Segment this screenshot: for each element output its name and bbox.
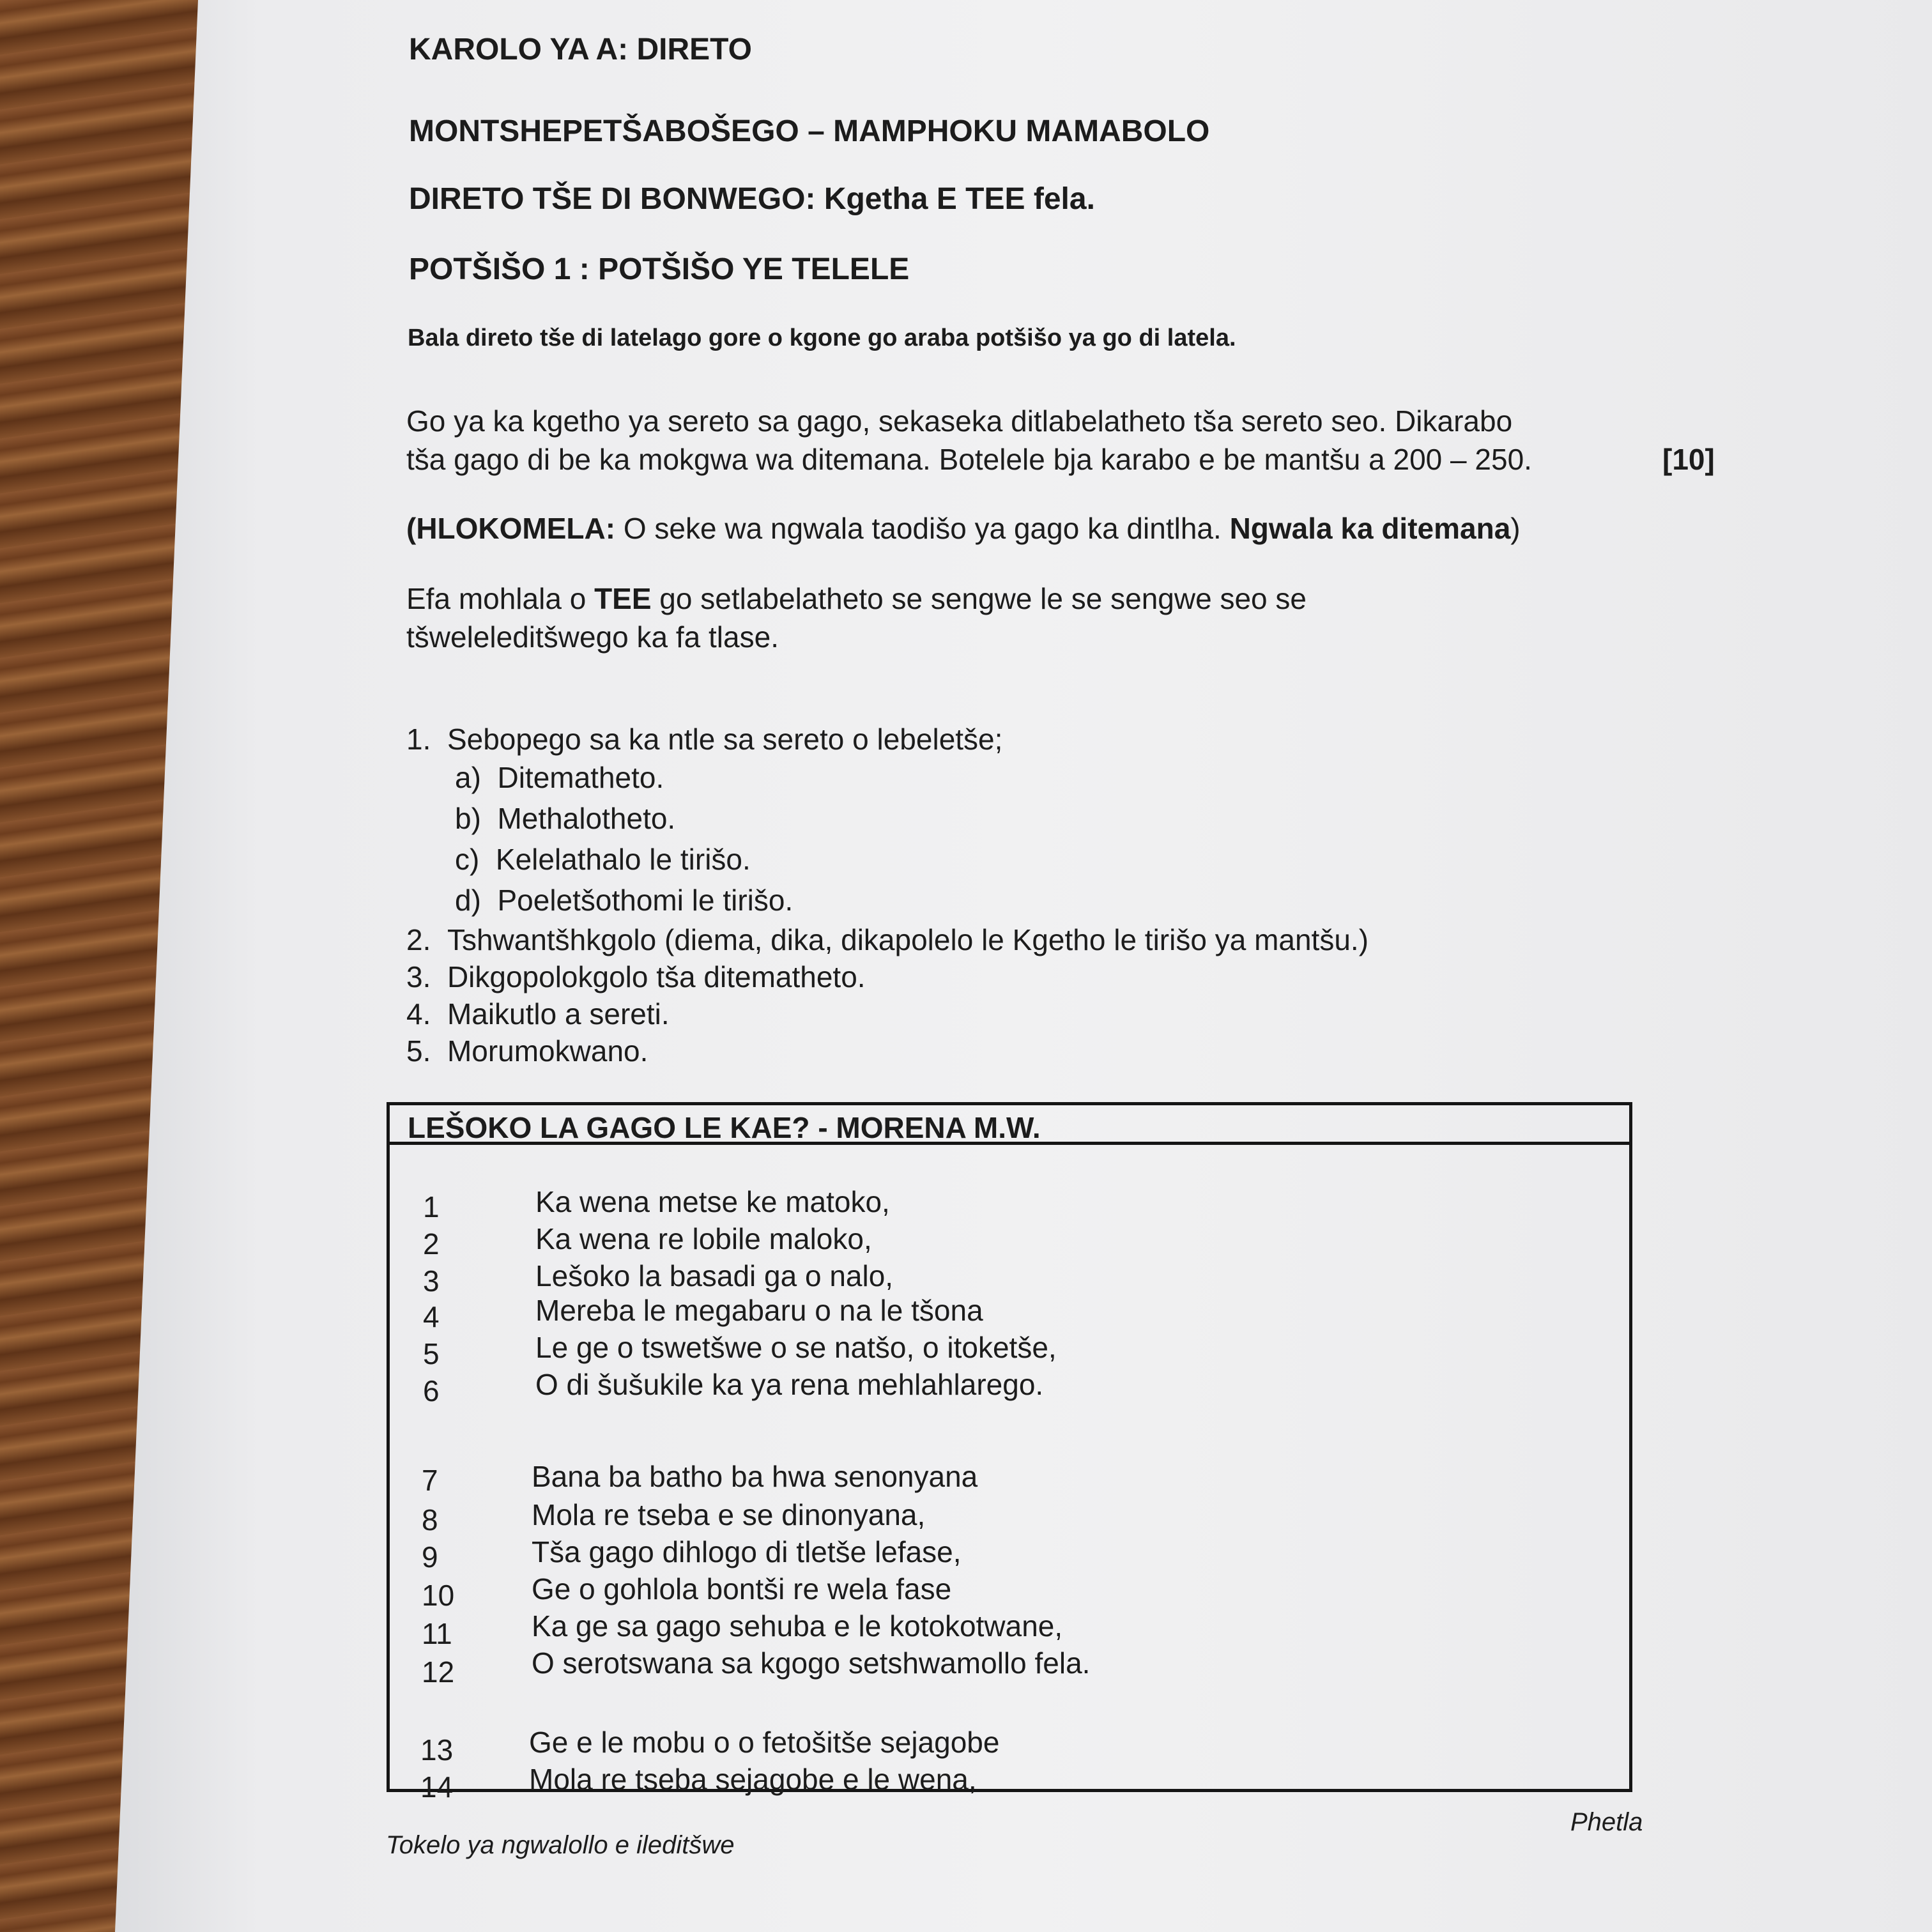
marks: [10]: [1662, 443, 1715, 476]
poem-line: Ge e le mobu o o fetošitše sejagobe: [529, 1726, 1000, 1759]
poem-line: Lešoko la basadi ga o nalo,: [535, 1259, 894, 1292]
note-bold-end: Ngwala ka ditemana: [1229, 512, 1511, 545]
list-marker: 5.: [406, 1034, 431, 1068]
poem-line-number: 4: [423, 1300, 440, 1333]
example-line-1: [406, 581, 1307, 616]
poem-line-number: 6: [423, 1374, 440, 1407]
poem-line: O serotswana sa kgogo setshwamollo fela.: [532, 1646, 1091, 1680]
list-text: Tshwantšhkgolo (diema, dika, dikapolelo le Kgetho le tirišo ya mantšu.): [447, 923, 1369, 956]
list-marker: 4.: [406, 997, 431, 1031]
list-marker: d): [455, 884, 481, 917]
instruction-rest: Kgetha E TEE fela.: [824, 182, 1095, 216]
poem-line-number: 13: [420, 1733, 454, 1767]
list-marker: c): [455, 843, 480, 876]
poem-line: Tša gago dihlogo di tletše lefase,: [532, 1535, 962, 1568]
example-post: go setlabelatheto se sengwe le se sengwe seo se: [651, 582, 1307, 615]
poem-line: O di šušukile ka ya rena mehlahlarego.: [535, 1368, 1044, 1401]
poem-line-number: 5: [423, 1337, 440, 1370]
poem-line: Ge o gohlola bontši re wela fase: [532, 1572, 952, 1606]
list-text: Poeletšothomi le tirišo.: [497, 884, 793, 917]
footer-turn-page: Phetla: [1570, 1808, 1643, 1836]
poem-line-number: 11: [422, 1617, 452, 1650]
list-text: Kelelathalo le tirišo.: [495, 843, 751, 876]
list-item: [406, 1034, 648, 1068]
poem-line-number: 10: [422, 1579, 455, 1612]
list-text: Maikutlo a sereti.: [447, 997, 670, 1031]
list-item: [406, 960, 866, 994]
list-text: Morumokwano.: [447, 1034, 648, 1068]
example-line-2: tšweleleditšwego ka fa tlase.: [406, 620, 779, 654]
poem-line: Le ge o tswetšwe o se natšo, o itoketše,: [535, 1331, 1057, 1364]
example-bold: TEE: [594, 582, 652, 615]
list-item: [455, 883, 793, 917]
example-pre: Efa mohlala o: [406, 582, 595, 615]
list-item: [406, 997, 670, 1031]
list-item: [455, 842, 751, 877]
list-marker: 1.: [406, 723, 431, 756]
poem-line-number: 1: [423, 1190, 440, 1223]
list-marker: 2.: [406, 923, 431, 956]
list-item: [406, 923, 1368, 957]
poem-line: Ka wena re lobile maloko,: [535, 1222, 872, 1255]
footer-copyright: Tokelo ya ngwalollo e ileditšwe: [386, 1831, 735, 1859]
question-heading: POTŠIŠO 1 : POTŠIŠO YE TELELE: [409, 252, 910, 286]
list-text: Ditematheto.: [497, 761, 664, 794]
read-instruction: Bala direto tše di latelago gore o kgone go araba potšišo ya go di latela.: [408, 325, 1236, 351]
poem-line: Mereba le megabaru o na le tšona: [535, 1294, 983, 1327]
poem-line-number: 7: [422, 1464, 438, 1497]
list-text: Dikgopolokgolo tša ditematheto.: [447, 960, 866, 993]
poem-line-number: 3: [423, 1264, 440, 1298]
poem-line: Ka wena metse ke matoko,: [535, 1185, 890, 1218]
instruction-bold: DIRETO TŠE DI BONWEGO:: [409, 182, 816, 216]
task-line-2: tša gago di be ka mokgwa wa ditemana. Botelele bja karabo e be mantšu a 200 – 250.: [406, 443, 1532, 476]
poem-line: Mola re tseba sejagobe e le wena,: [529, 1763, 977, 1796]
list-text: Sebopego sa ka ntle sa sereto o lebeletše;: [447, 723, 1003, 756]
list-item: [455, 801, 675, 836]
list-item: [406, 722, 1002, 756]
list-marker: 3.: [406, 960, 431, 993]
poem-line: Mola re tseba e se dinonyana,: [532, 1498, 926, 1531]
poem-line-number: 2: [423, 1227, 440, 1261]
instruction-line: [409, 181, 1095, 217]
list-text: Methalotheto.: [497, 802, 676, 835]
poem-line-number: 9: [422, 1540, 438, 1574]
list-marker: b): [455, 802, 481, 835]
note-text: O seke wa ngwala taodišo ya gago ka dintlha.: [615, 512, 1230, 545]
note-line: [406, 511, 1521, 546]
poem-title-divider: [390, 1142, 1629, 1145]
poem-line-number: 8: [422, 1503, 438, 1537]
note-label: (HLOKOMELA:: [406, 512, 616, 545]
subheading: MONTSHEPETŠABOŠEGO – MAMPHOKU MAMABOLO: [409, 114, 1210, 148]
task-line-1: Go ya ka kgetho ya sereto sa gago, sekaseka ditlabelatheto tša sereto seo. Dikarabo: [406, 404, 1513, 438]
poem-line-number: 12: [422, 1655, 455, 1689]
poem-line: Ka ge sa gago sehuba e le kotokotwane,: [532, 1609, 1063, 1643]
list-item: [455, 760, 664, 795]
poem-line-number: 14: [420, 1770, 454, 1804]
note-close: ): [1510, 512, 1521, 545]
poem-title: LEŠOKO LA GAGO LE KAE? - MORENA M.W.: [408, 1111, 1041, 1144]
list-marker: a): [455, 761, 481, 794]
poem-line: Bana ba batho ba hwa senonyana: [532, 1460, 978, 1493]
section-heading: KAROLO YA A: DIRETO: [409, 33, 752, 66]
